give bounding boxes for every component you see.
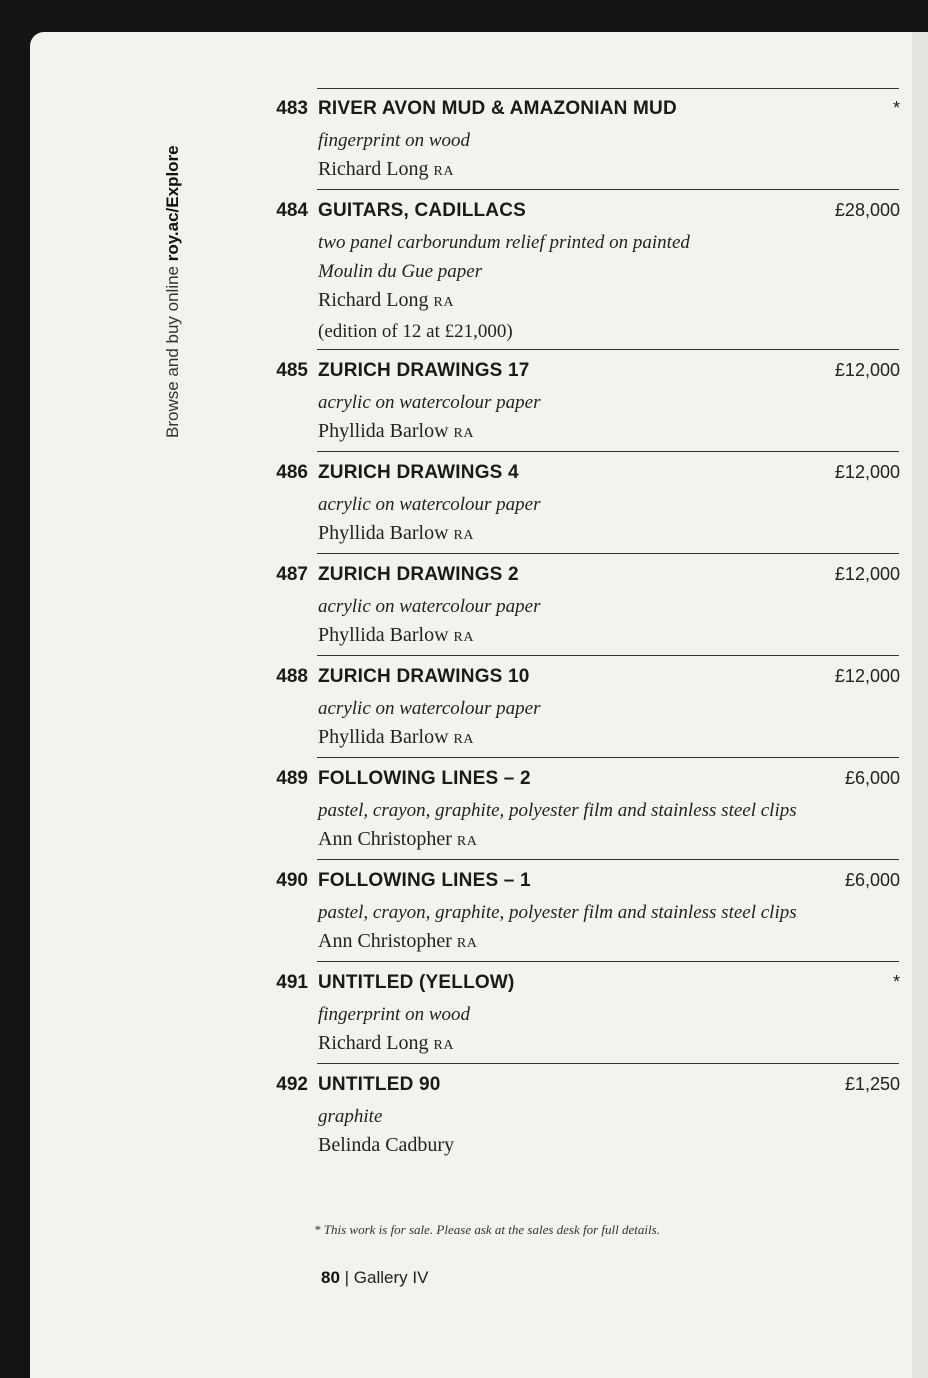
sale-footnote: * This work is for sale. Please ask at the sales desk for full details. — [314, 1222, 660, 1237]
entry-title: FOLLOWING LINES – 2 — [318, 768, 531, 789]
entry-title: ZURICH DRAWINGS 2 — [318, 564, 519, 585]
divider — [317, 189, 899, 190]
artist-name: Richard Long — [318, 289, 429, 311]
entry-medium: acrylic on watercolour paper — [318, 494, 541, 515]
entry-price: £12,000 — [834, 360, 900, 380]
entry-price: £28,000 — [834, 200, 900, 220]
divider — [317, 349, 899, 350]
artist-honour: RA — [453, 732, 474, 747]
entry-artist — [318, 155, 470, 186]
entry-price: £6,000 — [844, 870, 900, 890]
artist-name: Belinda Cadbury — [318, 1134, 455, 1156]
entry-artist — [318, 519, 541, 550]
entry-price: £12,000 — [834, 462, 900, 482]
artist-honour: RA — [433, 1038, 454, 1053]
entry-medium: pastel, crayon, graphite, polyester film and stainless steel clips — [318, 902, 797, 923]
divider — [317, 88, 899, 89]
entry-artist — [318, 417, 541, 448]
page-footer — [321, 1268, 428, 1288]
entry-artist — [318, 1029, 470, 1060]
artist-honour: RA — [453, 630, 474, 645]
entry-medium: acrylic on watercolour paper — [318, 392, 541, 413]
entry-artist — [318, 927, 797, 958]
entry-artist — [318, 621, 541, 652]
divider — [317, 451, 899, 452]
entry-medium: two panel carborundum relief printed on painted — [318, 232, 690, 253]
divider — [317, 859, 899, 860]
page-edge — [912, 32, 928, 1378]
entry-number: 485 — [276, 360, 308, 381]
entry-price: £6,000 — [844, 768, 900, 788]
entry-title: ZURICH DRAWINGS 10 — [318, 666, 530, 687]
artist-name: Richard Long — [318, 1032, 429, 1054]
entry-title: ZURICH DRAWINGS 4 — [318, 462, 519, 483]
entry-number: 484 — [276, 200, 308, 221]
entry-number: 487 — [276, 564, 308, 585]
entry-artist — [318, 825, 797, 856]
footer-separator: | — [339, 1268, 354, 1287]
entry-price: £12,000 — [834, 666, 900, 686]
artist-name: Phyllida Barlow — [318, 522, 449, 544]
entry-title: FOLLOWING LINES – 1 — [318, 870, 531, 891]
artist-honour: RA — [433, 164, 454, 179]
sidebar-url[interactable]: roy.ac/Explore — [163, 145, 182, 262]
artist-name: Ann Christopher — [318, 930, 452, 952]
entry-medium: pastel, crayon, graphite, polyester film and stainless steel clips — [318, 800, 797, 821]
artist-honour: RA — [453, 426, 474, 441]
entry-price: £12,000 — [834, 564, 900, 584]
entry-number: 489 — [276, 768, 308, 789]
entry-title: RIVER AVON MUD & AMAZONIAN MUD — [318, 98, 677, 119]
artist-name: Richard Long — [318, 158, 429, 180]
entry-artist — [318, 286, 690, 317]
entry-title: UNTITLED 90 — [318, 1074, 441, 1095]
entry-medium: acrylic on watercolour paper — [318, 596, 541, 617]
artist-honour: RA — [453, 528, 474, 543]
entry-number: 488 — [276, 666, 308, 687]
artist-name: Ann Christopher — [318, 828, 452, 850]
entry-artist — [318, 1131, 454, 1162]
artist-honour: RA — [433, 295, 454, 310]
entry-number: 491 — [276, 972, 308, 993]
entry-price: * — [892, 972, 900, 992]
entry-title: GUITARS, CADILLACS — [318, 200, 527, 221]
sidebar-online-link — [163, 145, 183, 438]
entry-medium: fingerprint on wood — [318, 130, 471, 151]
artist-honour: RA — [456, 936, 478, 951]
artist-honour: RA — [456, 834, 478, 849]
gallery-section: Gallery IV — [353, 1268, 429, 1287]
entry-artist — [318, 723, 541, 754]
divider — [317, 757, 899, 758]
artist-name: Phyllida Barlow — [318, 624, 449, 646]
sidebar-prefix: Browse and buy online — [163, 261, 182, 438]
page-number: 80 — [321, 1268, 340, 1287]
divider — [317, 655, 899, 656]
entry-medium: acrylic on watercolour paper — [318, 698, 541, 719]
entry-title: UNTITLED (YELLOW) — [318, 972, 515, 993]
entry-number: 492 — [276, 1074, 308, 1095]
entry-medium: graphite — [318, 1106, 383, 1127]
entry-number: 490 — [276, 870, 308, 891]
divider — [317, 961, 899, 962]
entry-medium: fingerprint on wood — [318, 1004, 471, 1025]
entry-price: £1,250 — [844, 1074, 900, 1094]
entry-medium-line-2: Moulin du Gue paper — [318, 261, 483, 282]
divider — [317, 553, 899, 554]
entry-number: 486 — [276, 462, 308, 483]
artist-name: Phyllida Barlow — [318, 726, 449, 748]
divider — [317, 1063, 899, 1064]
entry-number: 483 — [276, 98, 308, 119]
entry-edition: (edition of 12 at £21,000) — [318, 321, 513, 342]
artist-name: Phyllida Barlow — [318, 420, 449, 442]
entry-title: ZURICH DRAWINGS 17 — [318, 360, 530, 381]
entry-price: * — [892, 98, 900, 118]
